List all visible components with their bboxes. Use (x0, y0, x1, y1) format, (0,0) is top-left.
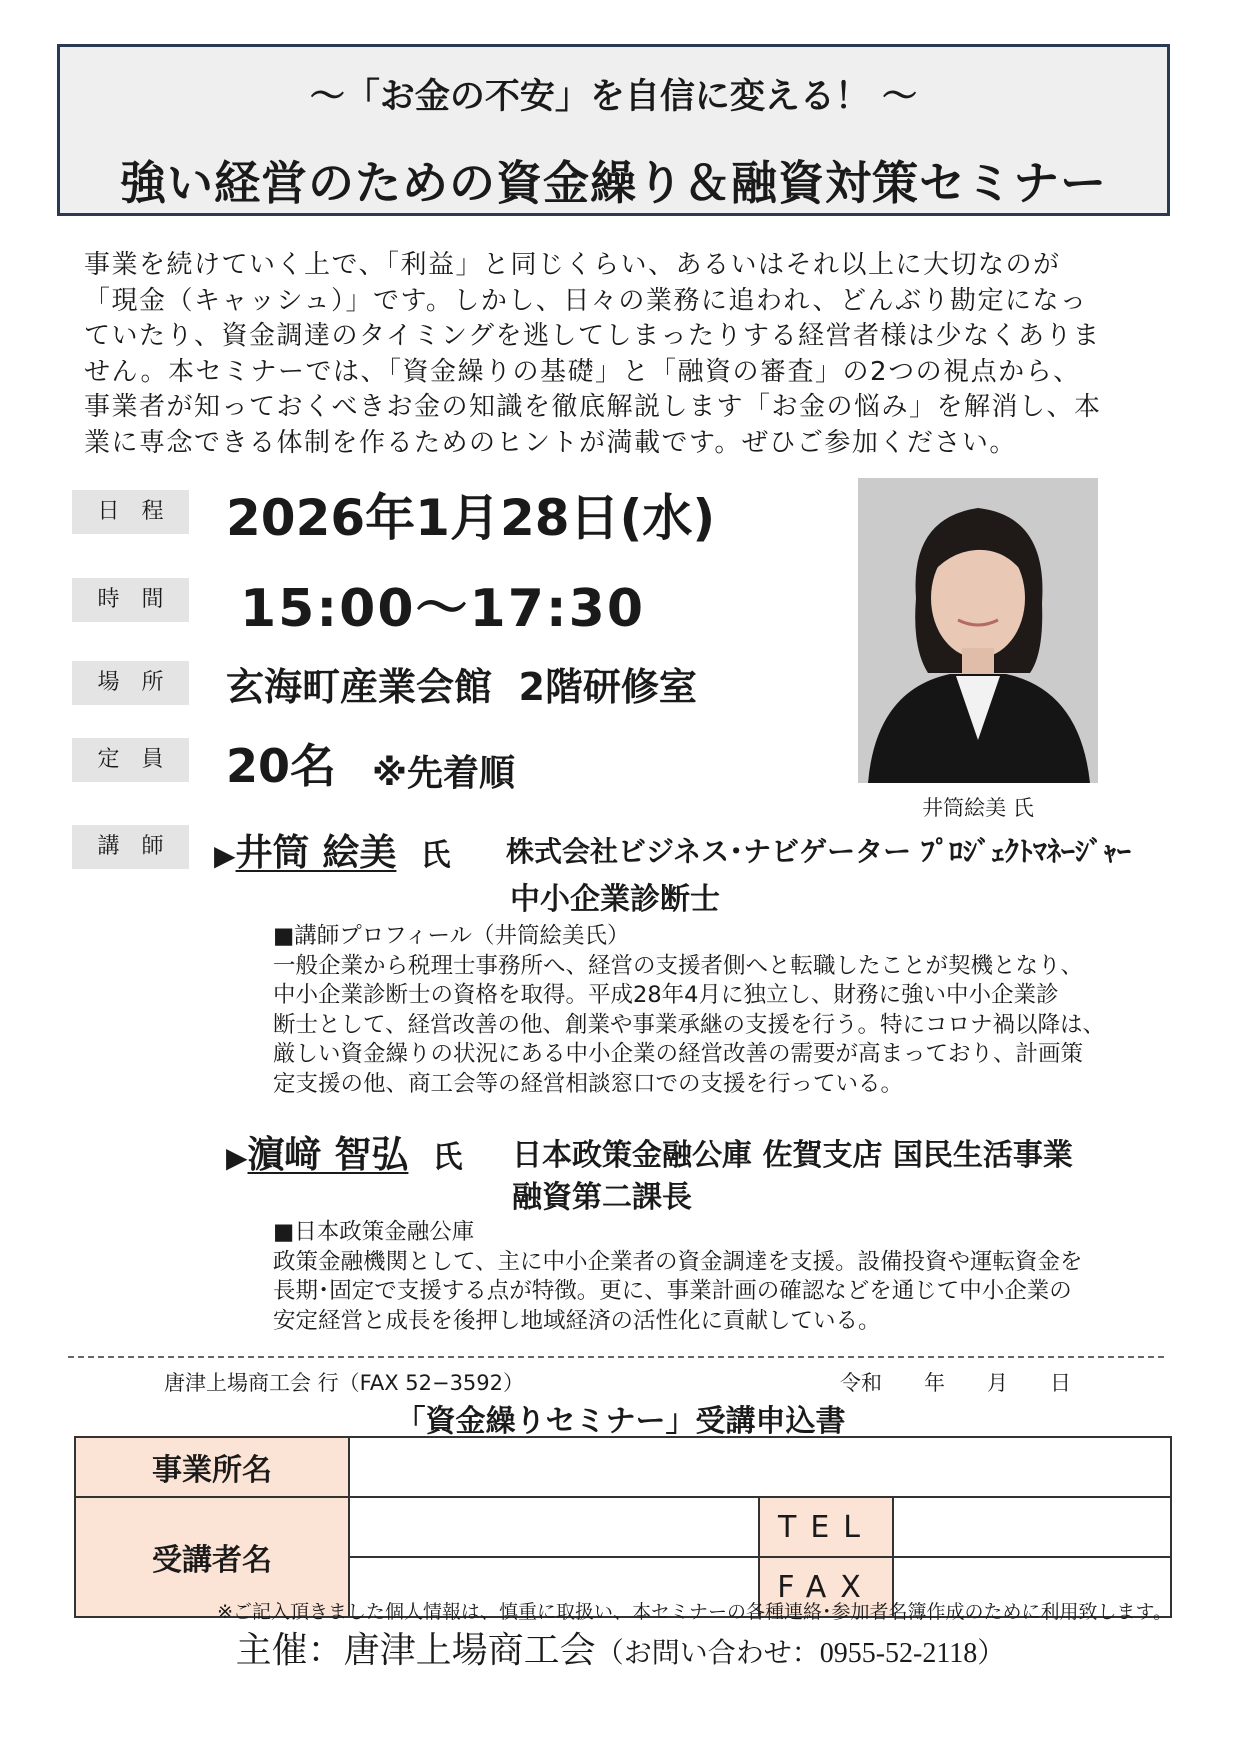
place-value: 玄海町産業会館 2階研修室 (226, 665, 697, 709)
business-name-label: 事業所名 (75, 1437, 349, 1497)
form-addressee: 唐津上場商工会 行（FAX 52−3592） (164, 1371, 525, 1395)
seminar-title: 強い経営のための資金繰り＆融資対策セミナー (120, 156, 1107, 210)
speaker-2-profile (273, 1218, 1083, 1336)
title-box (57, 44, 1170, 216)
profile-line: 一般企業から税理士事務所へ、経営の支援者側へと転職したことが契機となり、 (273, 952, 1084, 979)
organizer-name: 主催：唐津上場商工会 (235, 1630, 596, 1671)
form-date-line: 令和 年 月 日 (840, 1371, 1071, 1395)
speaker-2-affiliation: 日本政策金融公庫 佐賀支店 国民生活事業 (512, 1138, 1073, 1173)
attendee-name-field-1[interactable] (349, 1497, 759, 1557)
intro-line: 業に専念できる体制を作るためのヒントが満載です。ぜひご参加ください。 (84, 427, 1017, 458)
triangle-bullet-icon: ▶ (226, 1141, 248, 1174)
tel-field[interactable] (893, 1497, 1171, 1557)
speaker-2-title: 融資第二課長 (512, 1180, 692, 1215)
date-value: 2026年1月28日(水) (226, 489, 716, 547)
speaker-1-profile (273, 922, 1105, 1099)
tel-label: TEL (759, 1497, 893, 1557)
profile-line: 定支援の他、商工会等の経営相談窓口での支援を行っている。 (273, 1070, 904, 1097)
profile-line: 中小企業診断士の資格を取得。平成28年4月に独立し、財務に強い中小企業診 (273, 982, 1059, 1008)
profile-line: 政策金融機関として、主に中小企業者の資金調達を支援。設備投資や運転資金を (273, 1248, 1083, 1275)
privacy-note: ※ご記入頂きました個人情報は、慎重に取扱い、本セミナーの各種連絡･参加者名簿作成のために利用致します。 (217, 1601, 1172, 1623)
profile-line: ■講師プロフィール（井筒絵美氏） (273, 923, 630, 949)
speaker-1-honorific: 氏 (420, 838, 451, 873)
intro-paragraph (84, 248, 1174, 461)
capacity-note: ※先着順 (372, 753, 515, 794)
place-label: 場所 (72, 661, 189, 705)
date-label: 日程 (72, 490, 189, 534)
speaker-2-name-line (226, 1124, 462, 1178)
intro-line: 事業者が知っておくべきお金の知識を徹底解説します「お金の悩み」を解消し、本 (84, 392, 1102, 422)
attendee-name-label: 受講者名 (75, 1497, 349, 1617)
profile-line: 安定経営と成長を後押し地域経済の活性化に貢献している。 (273, 1307, 881, 1334)
organizer-line (0, 1622, 1241, 1673)
speaker-1-affiliation: 株式会社ビジネス･ナビゲーター ﾌﾟﾛｼﾞｪｸﾄﾏﾈｰｼﾞｬｰ (506, 835, 1131, 868)
cut-line-divider (68, 1356, 1164, 1358)
intro-line: せん。本セミナーでは、「資金繰りの基礎」と「融資の審査」の2つの視点から、 (84, 356, 1081, 387)
profile-line: 断士として、経営改善の他、創業や事業承継の支援を行う。特にコロナ禍以降は、 (273, 1011, 1106, 1038)
fax-label: FAX (759, 1557, 893, 1617)
business-name-field[interactable] (349, 1437, 1171, 1497)
intro-line: 「現金（キャッシュ）」です。しかし、日々の業務に追われ、どんぶり勘定になっ (84, 285, 1088, 316)
speaker-1-name-line (214, 822, 450, 876)
speaker-1-title: 中小企業診断士 (510, 882, 720, 917)
photo-caption: 井筒絵美 氏 (922, 796, 1034, 820)
intro-line: 事業を続けていく上で、「利益」と同じくらい、あるいはそれ以上に大切なのが (84, 250, 1061, 280)
time-value: 15:00～17:30 (240, 579, 646, 639)
intro-line: ていたり、資金調達のタイミングを逃してしまったりする経営者様は少なくありま (84, 321, 1101, 351)
application-form-table (74, 1436, 1172, 1618)
form-title: 「資金繰りセミナー」受講申込書 (395, 1404, 846, 1439)
profile-line: 長期･固定で支援する点が特徴。更に、事業計画の確認などを通じて中小企業の (273, 1278, 1072, 1304)
contact-info: （お問い合わせ：0955-52-2118） (595, 1638, 1006, 1669)
time-label: 時間 (72, 578, 189, 622)
capacity-value: 20名 (226, 739, 337, 793)
instructor-label: 講師 (72, 825, 189, 869)
speaker-2-name: 濵﨑 智弘 (247, 1133, 409, 1176)
profile-line: 厳しい資金繰りの状況にある中小企業の経営改善の需要が高まっており、計画策 (273, 1041, 1084, 1067)
profile-line: ■日本政策金融公庫 (273, 1219, 475, 1245)
seminar-subtitle: ～「お金の不安」を自信に変える！ ～ (309, 77, 918, 117)
triangle-bullet-icon: ▶ (214, 839, 236, 872)
speaker-1-name: 井筒 絵美 (235, 831, 397, 874)
capacity-label: 定員 (72, 738, 189, 782)
speaker-2-honorific: 氏 (432, 1140, 463, 1175)
speaker-photo (858, 478, 1098, 783)
